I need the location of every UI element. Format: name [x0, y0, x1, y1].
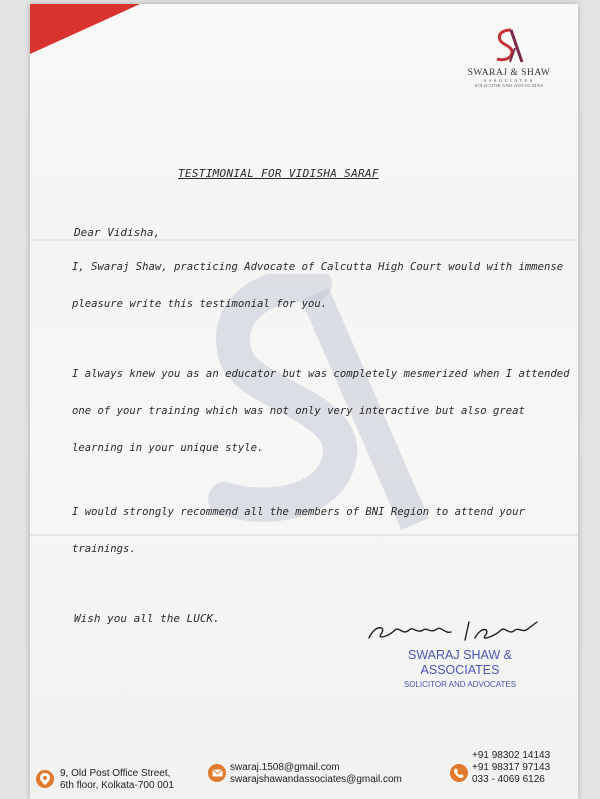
location-pin-icon: [36, 770, 54, 788]
stamp-line-1: SWARAJ SHAW &: [408, 648, 512, 662]
phone-icon: [450, 764, 468, 782]
paragraph-3: I would strongly recommend all the members of BNI Region to attend your trainings.: [72, 506, 525, 555]
paragraph-1: I, Swaraj Shaw, practicing Advocate of Calcutta High Court would with immense pleasure write this testimonial for you.: [72, 261, 564, 310]
firm-name: SWARAJ & SHAW: [467, 68, 551, 78]
handwritten-signature: [365, 616, 555, 646]
email-1[interactable]: swaraj.1508@gmail.com: [230, 762, 340, 773]
phone-1[interactable]: +91 98302 14143: [472, 750, 551, 761]
letter-footer: [30, 736, 578, 799]
stamp-line-2: ASSOCIATES: [420, 663, 500, 677]
paragraph-2: I always knew you as an educator but was completely mesmerized when I attended one of your training which was not only very interactive but also great learning in your unique style.: [72, 368, 570, 454]
red-corner-flag: [30, 4, 140, 54]
paper-fold: [30, 239, 578, 241]
address-line-1: 9, Old Post Office Street,: [60, 768, 171, 779]
firm-sub: ASSOCIATES: [483, 78, 535, 83]
email-block: [230, 762, 402, 786]
mail-icon: [208, 764, 226, 782]
phone-3[interactable]: 033 - 4069 6126: [472, 774, 545, 785]
firm-stamp: [390, 648, 530, 689]
closing-line: Wish you all the LUCK.: [74, 612, 220, 625]
email-2[interactable]: swarajshawandassociates@gmail.com: [230, 774, 402, 785]
phone-block: [472, 750, 550, 786]
firm-tagline: SOLICITOR AND ADVOCATES: [474, 83, 544, 88]
address-line-2: 6th floor, Kolkata-700 001: [60, 780, 174, 791]
address-block: [60, 768, 174, 792]
letter-page: [30, 4, 578, 799]
stamp-line-3: SOLICITOR AND ADVOCATES: [403, 680, 517, 689]
firm-monogram-icon: [489, 26, 529, 66]
letterhead-logo: [450, 26, 568, 88]
phone-2[interactable]: +91 98317 97143: [472, 762, 551, 773]
letter-title: TESTIMONIAL FOR VIDISHA SARAF: [178, 167, 379, 180]
salutation: Dear Vidisha,: [74, 226, 161, 239]
